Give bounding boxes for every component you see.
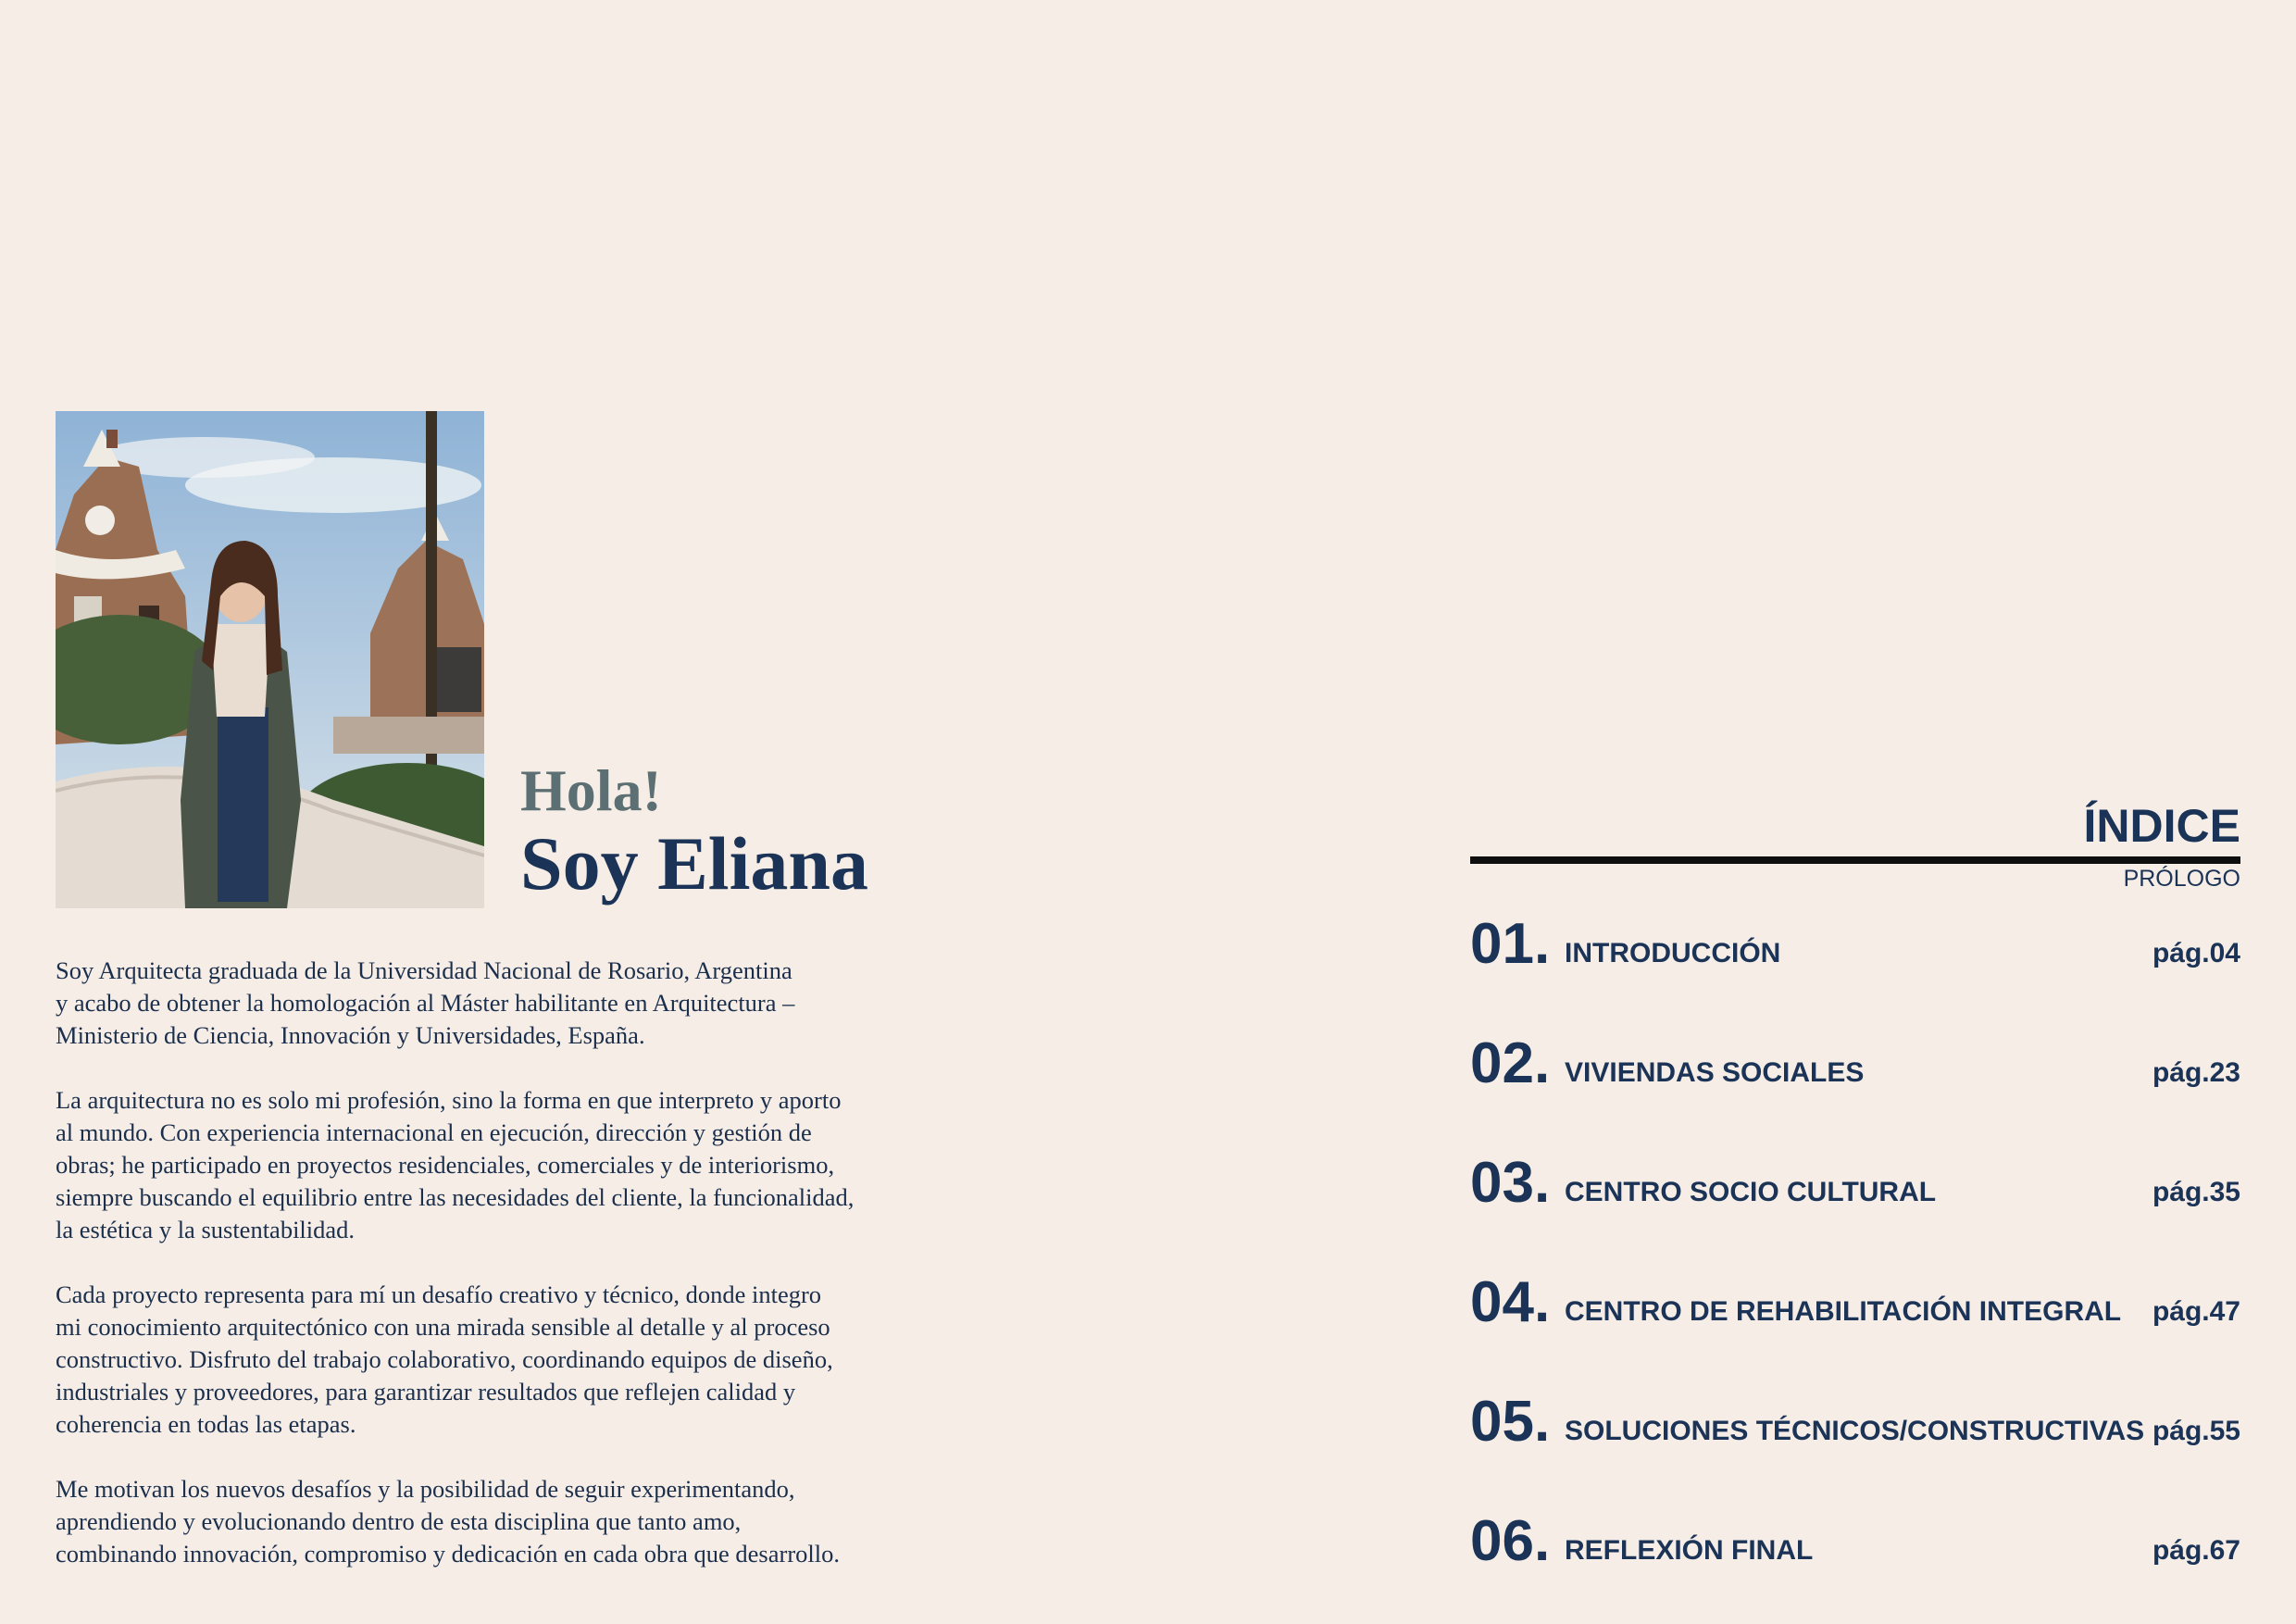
toc-page: pág.04 (2152, 938, 2240, 968)
toc-label: INTRODUCCIÓN (1565, 938, 1781, 968)
bio-paragraph: Soy Arquitecta graduada de la Universidad Nacional de Rosario, Argentina y acabo de obtener la homologación al Máster habilitante en Arquitectura – Ministerio de Ciencia, Innovación y Universidades, España. (56, 956, 795, 1049)
toc-label: SOLUCIONES TÉCNICOS/CONSTRUCTIVAS (1565, 1416, 2145, 1446)
bio-text (56, 955, 944, 1603)
index-prologue[interactable]: PRÓLOGO (2123, 866, 2240, 892)
toc-number: 02. (1470, 1031, 1551, 1095)
greeting-text: Hola! (520, 757, 662, 823)
greeting-block (520, 757, 868, 904)
toc-item-reflexion-final[interactable] (1470, 1509, 2240, 1583)
bio-paragraph: La arquitectura no es solo mi profesión, sino la forma en que interpreto y aporto al mundo. Con experiencia internacional en ejecución, dirección y gestión de obras; he participado en proyectos residenciales, comerciales y de interiorismo, siempre buscando el equilibrio entre las necesidades del cliente, la funcionalidad, la estética y la sustentabilidad. (56, 1086, 855, 1243)
toc-number: 05. (1470, 1390, 1551, 1454)
toc-label: CENTRO SOCIO CULTURAL (1565, 1177, 1937, 1207)
photo-icon (56, 411, 484, 908)
toc-label: REFLEXIÓN FINAL (1565, 1535, 1814, 1566)
profile-photo (56, 411, 484, 908)
toc-page: pág.55 (2152, 1416, 2240, 1446)
toc-number: 01. (1470, 912, 1551, 976)
bio-paragraph: Me motivan los nuevos desafíos y la posibilidad de seguir experimentando, aprendiendo y evolucionando dentro de esta disciplina que tanto amo, combinando innovación, compromiso y dedicación en cada obra que desarrollo. (56, 1475, 840, 1568)
toc-page: pág.35 (2152, 1177, 2240, 1207)
toc-item-introduccion[interactable] (1470, 912, 2240, 986)
toc-number: 04. (1470, 1270, 1551, 1334)
bio-paragraph: Cada proyecto representa para mí un desafío creativo y técnico, donde integro mi conocimiento arquitectónico con una mirada sensible al detalle y al proceso constructivo. Disfruto del trabajo colaborativo, coordinando equipos de diseño, industriales y proveedores, para garantizar resultados que reflejen calidad y coherencia en todas las etapas. (56, 1280, 833, 1438)
toc-page: pág.67 (2152, 1535, 2240, 1566)
index-title: ÍNDICE (2083, 800, 2240, 852)
toc-page: pág.23 (2152, 1057, 2240, 1088)
toc-number: 06. (1470, 1509, 1551, 1573)
toc-number: 03. (1470, 1151, 1551, 1215)
profile-name: Soy Eliana (520, 821, 868, 906)
index-divider (1470, 856, 2240, 864)
toc-item-soluciones-tecnicas[interactable] (1470, 1390, 2240, 1464)
toc-item-centro-rehabilitacion[interactable] (1470, 1270, 2240, 1344)
toc-item-viviendas-sociales[interactable] (1470, 1031, 2240, 1106)
toc-page: pág.47 (2152, 1296, 2240, 1327)
toc-label: VIVIENDAS SOCIALES (1565, 1057, 1865, 1088)
toc-item-centro-socio-cultural[interactable] (1470, 1151, 2240, 1225)
toc-label: CENTRO DE REHABILITACIÓN INTEGRAL (1565, 1296, 2122, 1327)
